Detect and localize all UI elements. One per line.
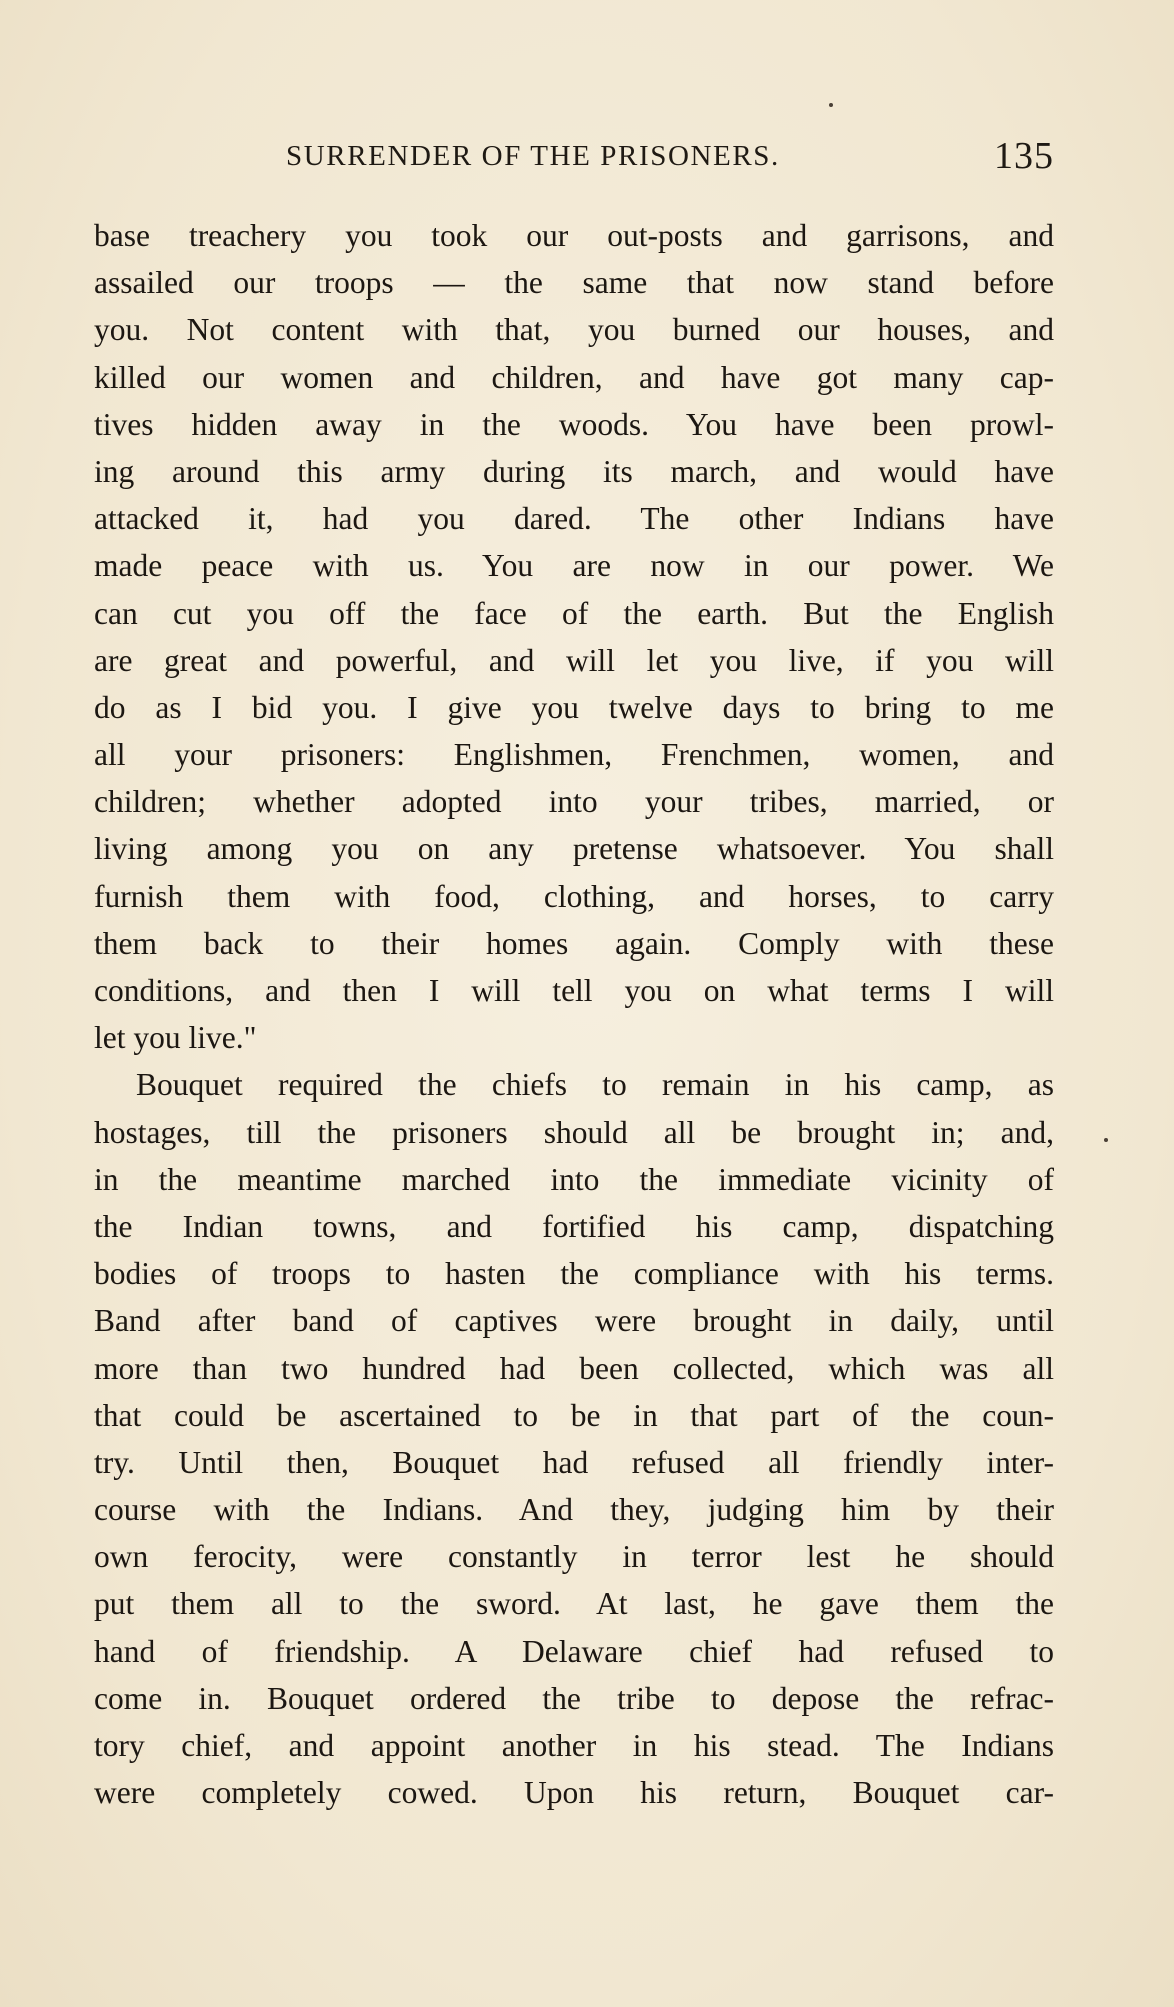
page-number: 135 [994, 135, 1054, 177]
text-line: own ferocity, were constantly in terror lest he should [94, 1539, 1054, 1575]
running-title: SURRENDER OF THE PRISONERS. [286, 140, 780, 172]
text-line: all your prisoners: Englishmen, Frenchmen, women, and [94, 737, 1054, 773]
text-line: tory chief, and appoint another in his stead. The Indians [94, 1728, 1054, 1763]
text-line: do as I bid you. I give you twelve days to bring to me [94, 689, 1054, 725]
text-line: put them all to the sword. At last, he gave them the [94, 1586, 1054, 1622]
text-line: bodies of troops to hasten the compliance with his terms. [94, 1256, 1054, 1292]
text-line: in the meantime marched into the immediate vicinity of [94, 1161, 1054, 1197]
text-line: hand of friendship. A Delaware chief had refused to [94, 1633, 1054, 1669]
text-line: that could be ascertained to be in that part of the coun- [94, 1397, 1054, 1433]
text-line: base treachery you took our out-posts and garrisons, and [94, 218, 1054, 253]
text-line: them back to their homes again. Comply with these [94, 925, 1054, 961]
text-line: try. Until then, Bouquet had refused all friendly inter- [94, 1444, 1054, 1480]
paper-speck [1104, 1138, 1108, 1142]
text-line: made peace with us. You are now in our power. We [94, 548, 1054, 584]
text-line: living among you on any pretense whatsoever. You shall [94, 831, 1054, 867]
text-line: can cut you off the face of the earth. But the English [94, 595, 1054, 631]
text-line: ing around this army during its march, and would have [94, 453, 1054, 489]
text-line: tives hidden away in the woods. You have been prowl- [94, 406, 1054, 442]
text-line: you. Not content with that, you burned our houses, and [94, 312, 1054, 348]
text-line: conditions, and then I will tell you on what terms I will [94, 973, 1054, 1008]
text-line: killed our women and children, and have got many cap- [94, 359, 1054, 395]
running-head [94, 135, 1054, 178]
text-line: the Indian towns, and fortified his camp, dispatching [94, 1208, 1054, 1244]
text-line: course with the Indians. And they, judging him by their [94, 1492, 1054, 1528]
text-line: Bouquet required the chiefs to remain in his camp, as [136, 1067, 1054, 1103]
text-line: were completely cowed. Upon his return, Bouquet car- [94, 1775, 1054, 1811]
text-line: hostages, till the prisoners should all be brought in; and, [94, 1114, 1054, 1150]
text-line: furnish them with food, clothing, and horses, to carry [94, 878, 1054, 914]
body-text [94, 212, 1054, 1816]
text-line: more than two hundred had been collected, which was all [94, 1350, 1054, 1386]
text-line: let you live." [94, 1020, 257, 1056]
paper-speck [829, 103, 833, 107]
text-line: are great and powerful, and will let you live, if you will [94, 642, 1054, 678]
text-line: come in. Bouquet ordered the tribe to depose the refrac- [94, 1680, 1054, 1716]
text-line: assailed our troops — the same that now stand before [94, 265, 1054, 301]
text-line: Band after band of captives were brought in daily, until [94, 1303, 1054, 1339]
text-line: children; whether adopted into your tribes, married, or [94, 784, 1054, 820]
text-line: attacked it, had you dared. The other Indians have [94, 501, 1054, 537]
